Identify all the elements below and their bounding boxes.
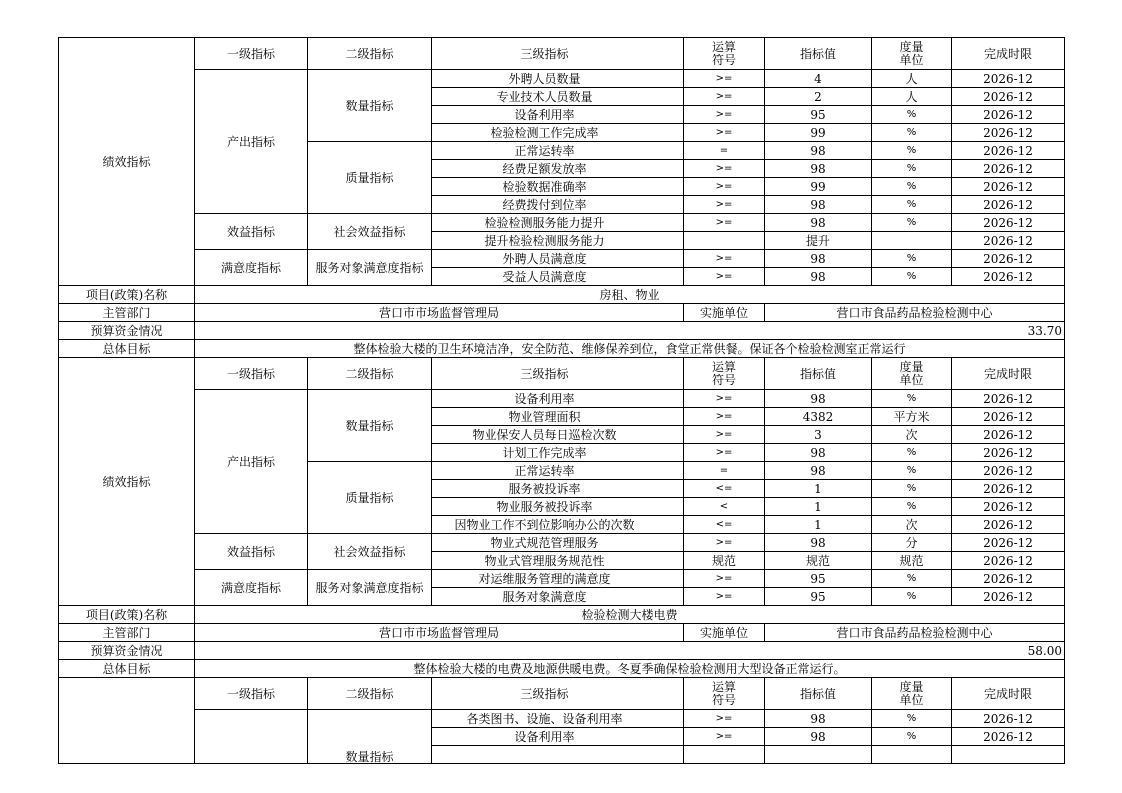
unit: %	[872, 106, 952, 124]
indicator-value: 98	[765, 142, 872, 160]
deadline: 2026-12	[952, 124, 1065, 142]
indicator-name	[432, 746, 684, 764]
operator: >=	[684, 570, 765, 588]
header-operator: 运算 符号	[684, 38, 765, 70]
operator: >=	[684, 268, 765, 286]
quantity-label: 数量指标	[308, 70, 432, 142]
indicator-value: 99	[765, 124, 872, 142]
satisfaction-label: 满意度指标	[195, 570, 308, 606]
deadline: 2026-12	[952, 88, 1065, 106]
quality-label: 质量指标	[308, 462, 432, 534]
header-value: 指标值	[765, 38, 872, 70]
deadline: 2026-12	[952, 142, 1065, 160]
department-label: 主管部门	[59, 304, 195, 322]
goal-row	[59, 340, 1065, 358]
deadline: 2026-12	[952, 710, 1065, 728]
table-row	[59, 70, 1065, 88]
unit: 次	[872, 426, 952, 444]
service-satisfaction-label: 服务对象满意度指标	[308, 570, 432, 606]
operator: <=	[684, 480, 765, 498]
header-level2: 二级指标	[308, 38, 432, 70]
goal-text: 整体检验大楼的电费及地源供暖电费。冬夏季确保检验检测用大型设备正常运行。	[195, 660, 1065, 678]
operator: >=	[684, 250, 765, 268]
indicator-name: 服务被投诉率	[432, 480, 684, 498]
unit: 规范	[872, 552, 952, 570]
indicator-name: 设备利用率	[432, 106, 684, 124]
indicator-value: 98	[765, 728, 872, 746]
project-name: 检验检测大楼电费	[195, 606, 1065, 624]
indicator-name: 经费拨付到位率	[432, 196, 684, 214]
project-name-label: 项目(政策)名称	[59, 286, 195, 304]
indicator-name: 检验检测工作完成率	[432, 124, 684, 142]
unit	[872, 746, 952, 764]
deadline: 2026-12	[952, 70, 1065, 88]
table-row	[59, 250, 1065, 268]
header-level3: 三级指标	[432, 38, 684, 70]
indicator-name: 物业式规范管理服务	[432, 534, 684, 552]
indicator-value: 98	[765, 444, 872, 462]
unit: 分	[872, 534, 952, 552]
header-level3: 三级指标	[432, 678, 684, 710]
operator: >=	[684, 710, 765, 728]
goal-label: 总体目标	[59, 660, 195, 678]
indicator-value: 98	[765, 268, 872, 286]
indicator-name: 正常运转率	[432, 462, 684, 480]
indicator-value: 1	[765, 498, 872, 516]
table-row	[59, 570, 1065, 588]
deadline: 2026-12	[952, 214, 1065, 232]
unit: 人	[872, 88, 952, 106]
indicator-name: 检验检测服务能力提升	[432, 214, 684, 232]
indicator-name: 物业保安人员每日巡检次数	[432, 426, 684, 444]
indicator-name: 设备利用率	[432, 390, 684, 408]
header-unit: 度量 单位	[872, 678, 952, 710]
quality-label: 质量指标	[308, 142, 432, 214]
operator: >=	[684, 196, 765, 214]
operator	[684, 746, 765, 764]
operator: >=	[684, 728, 765, 746]
indicator-value: 规范	[765, 552, 872, 570]
table-header-row	[59, 678, 1065, 710]
unit: %	[872, 214, 952, 232]
indicator-name: 外聘人员数量	[432, 70, 684, 88]
social-benefit-label: 社会效益指标	[308, 214, 432, 250]
budget-row	[59, 322, 1065, 340]
indicator-value: 4	[765, 70, 872, 88]
deadline: 2026-12	[952, 390, 1065, 408]
header-value: 指标值	[765, 358, 872, 390]
header-level1: 一级指标	[195, 38, 308, 70]
indicator-value: 98	[765, 214, 872, 232]
unit: %	[872, 728, 952, 746]
header-unit: 度量 单位	[872, 358, 952, 390]
indicator-name: 因物业工作不到位影响办公的次数	[432, 516, 684, 534]
table-row	[59, 214, 1065, 232]
social-benefit-label: 社会效益指标	[308, 534, 432, 570]
indicator-name: 物业式管理服务规范性	[432, 552, 684, 570]
indicator-value: 1	[765, 516, 872, 534]
budget-label: 预算资金情况	[59, 642, 195, 660]
benefit-label: 效益指标	[195, 534, 308, 570]
operator: >=	[684, 444, 765, 462]
implementer-label: 实施单位	[684, 624, 765, 642]
deadline: 2026-12	[952, 462, 1065, 480]
deadline: 2026-12	[952, 498, 1065, 516]
quantity-label: 数量指标	[308, 710, 432, 764]
operator: >=	[684, 426, 765, 444]
header-unit: 度量 单位	[872, 38, 952, 70]
benefit-label: 效益指标	[195, 214, 308, 250]
unit: %	[872, 710, 952, 728]
unit: %	[872, 196, 952, 214]
satisfaction-label: 满意度指标	[195, 250, 308, 286]
project-name-row	[59, 606, 1065, 624]
header-operator: 运算 符号	[684, 678, 765, 710]
implementer-value: 营口市食品药品检验检测中心	[765, 304, 1065, 322]
table-row	[59, 390, 1065, 408]
unit: 人	[872, 70, 952, 88]
performance-label: 绩效指标	[59, 358, 195, 606]
unit: 平方米	[872, 408, 952, 426]
indicator-name: 对运维服务管理的满意度	[432, 570, 684, 588]
operator: >=	[684, 534, 765, 552]
indicator-value: 95	[765, 570, 872, 588]
indicator-name: 服务对象满意度	[432, 588, 684, 606]
deadline: 2026-12	[952, 196, 1065, 214]
header-operator: 运算 符号	[684, 358, 765, 390]
indicator-name: 经费足额发放率	[432, 160, 684, 178]
operator: >=	[684, 214, 765, 232]
performance-label-empty	[59, 678, 195, 764]
unit: %	[872, 570, 952, 588]
operator	[684, 232, 765, 250]
table-header-row	[59, 38, 1065, 70]
unit: %	[872, 462, 952, 480]
budget-label: 预算资金情况	[59, 322, 195, 340]
unit: %	[872, 124, 952, 142]
operator: >=	[684, 178, 765, 196]
project-name: 房租、物业	[195, 286, 1065, 304]
service-satisfaction-label: 服务对象满意度指标	[308, 250, 432, 286]
header-level1: 一级指标	[195, 678, 308, 710]
indicator-name: 正常运转率	[432, 142, 684, 160]
unit: 次	[872, 516, 952, 534]
indicator-name: 各类图书、设施、设备利用率	[432, 710, 684, 728]
unit: %	[872, 178, 952, 196]
unit: %	[872, 160, 952, 178]
header-deadline: 完成时限	[952, 678, 1065, 710]
unit: %	[872, 250, 952, 268]
operator: <	[684, 498, 765, 516]
budget-value: 33.70	[195, 322, 1065, 340]
indicator-value: 95	[765, 106, 872, 124]
goal-text: 整体检验大楼的卫生环境洁净，安全防范、维修保养到位，食堂正常供餐。保证各个检验检测室正常运行	[195, 340, 1065, 358]
department-row	[59, 624, 1065, 642]
deadline	[952, 746, 1065, 764]
operator: >=	[684, 124, 765, 142]
output-label: 产出指标	[195, 390, 308, 534]
unit	[872, 232, 952, 250]
unit: %	[872, 142, 952, 160]
indicator-name: 外聘人员满意度	[432, 250, 684, 268]
performance-label: 绩效指标	[59, 38, 195, 286]
table-header-row	[59, 358, 1065, 390]
deadline: 2026-12	[952, 728, 1065, 746]
indicator-value: 提升	[765, 232, 872, 250]
indicator-name: 提升检验检测服务能力	[432, 232, 684, 250]
indicator-name: 专业技术人员数量	[432, 88, 684, 106]
department-label: 主管部门	[59, 624, 195, 642]
deadline: 2026-12	[952, 570, 1065, 588]
header-value: 指标值	[765, 678, 872, 710]
performance-indicator-table	[58, 37, 1065, 764]
indicator-value: 98	[765, 250, 872, 268]
unit: %	[872, 268, 952, 286]
header-level2: 二级指标	[308, 678, 432, 710]
deadline: 2026-12	[952, 426, 1065, 444]
deadline: 2026-12	[952, 106, 1065, 124]
project-name-label: 项目(政策)名称	[59, 606, 195, 624]
operator: <=	[684, 516, 765, 534]
operator: >=	[684, 408, 765, 426]
output-label: 产出指标	[195, 70, 308, 214]
indicator-name: 物业管理面积	[432, 408, 684, 426]
indicator-name: 受益人员满意度	[432, 268, 684, 286]
implementer-value: 营口市食品药品检验检测中心	[765, 624, 1065, 642]
budget-value: 58.00	[195, 642, 1065, 660]
unit: %	[872, 444, 952, 462]
operator: >=	[684, 160, 765, 178]
header-level2: 二级指标	[308, 358, 432, 390]
implementer-label: 实施单位	[684, 304, 765, 322]
operator: >=	[684, 588, 765, 606]
operator: 规范	[684, 552, 765, 570]
deadline: 2026-12	[952, 178, 1065, 196]
unit: %	[872, 390, 952, 408]
department-value: 营口市市场监督管理局	[195, 304, 684, 322]
indicator-name: 计划工作完成率	[432, 444, 684, 462]
indicator-name: 检验数据准确率	[432, 178, 684, 196]
deadline: 2026-12	[952, 552, 1065, 570]
deadline: 2026-12	[952, 250, 1065, 268]
deadline: 2026-12	[952, 444, 1065, 462]
budget-row	[59, 642, 1065, 660]
output-label-empty	[195, 710, 308, 764]
unit: %	[872, 480, 952, 498]
header-deadline: 完成时限	[952, 358, 1065, 390]
quantity-label: 数量指标	[308, 390, 432, 462]
indicator-value: 4382	[765, 408, 872, 426]
indicator-value: 98	[765, 534, 872, 552]
deadline: 2026-12	[952, 534, 1065, 552]
indicator-value: 2	[765, 88, 872, 106]
department-value: 营口市市场监督管理局	[195, 624, 684, 642]
table-row	[59, 534, 1065, 552]
department-row	[59, 304, 1065, 322]
indicator-value: 98	[765, 196, 872, 214]
deadline: 2026-12	[952, 480, 1065, 498]
indicator-value: 1	[765, 480, 872, 498]
header-level3: 三级指标	[432, 358, 684, 390]
indicator-value	[765, 746, 872, 764]
indicator-value: 98	[765, 710, 872, 728]
deadline: 2026-12	[952, 160, 1065, 178]
header-level1: 一级指标	[195, 358, 308, 390]
header-deadline: 完成时限	[952, 38, 1065, 70]
goal-row	[59, 660, 1065, 678]
indicator-value: 3	[765, 426, 872, 444]
deadline: 2026-12	[952, 232, 1065, 250]
deadline: 2026-12	[952, 268, 1065, 286]
indicator-name: 设备利用率	[432, 728, 684, 746]
table-row	[59, 710, 1065, 728]
indicator-value: 98	[765, 390, 872, 408]
operator: =	[684, 142, 765, 160]
project-name-row	[59, 286, 1065, 304]
unit: %	[872, 498, 952, 516]
indicator-name: 物业服务被投诉率	[432, 498, 684, 516]
operator: >=	[684, 390, 765, 408]
indicator-value: 95	[765, 588, 872, 606]
indicator-value: 98	[765, 160, 872, 178]
deadline: 2026-12	[952, 516, 1065, 534]
indicator-value: 99	[765, 178, 872, 196]
operator: >=	[684, 106, 765, 124]
operator: >=	[684, 70, 765, 88]
unit: %	[872, 588, 952, 606]
operator: =	[684, 462, 765, 480]
indicator-value: 98	[765, 462, 872, 480]
deadline: 2026-12	[952, 408, 1065, 426]
operator: >=	[684, 88, 765, 106]
deadline: 2026-12	[952, 588, 1065, 606]
goal-label: 总体目标	[59, 340, 195, 358]
